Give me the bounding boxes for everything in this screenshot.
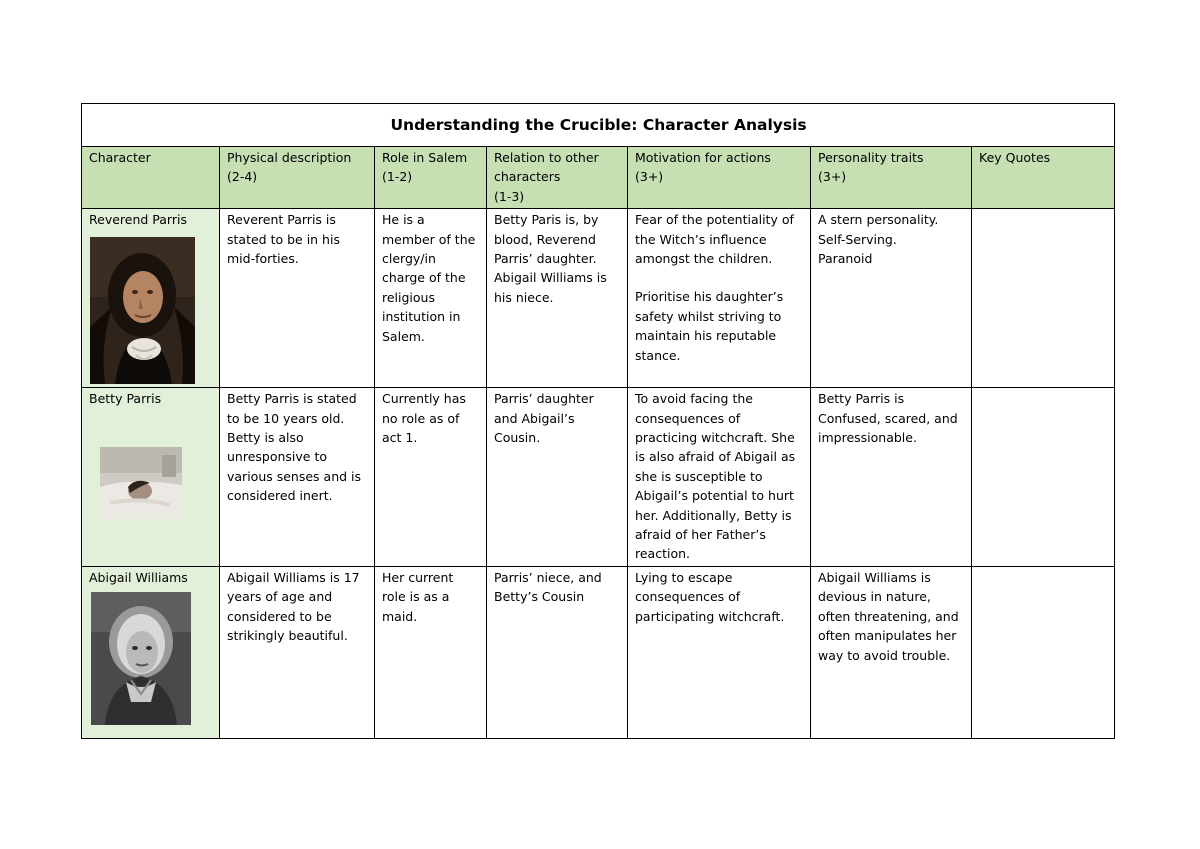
character-cell: [82, 209, 220, 388]
header-personality-traits: Personality traits (3+): [811, 147, 972, 209]
portrait-image: [100, 447, 182, 519]
personality-traits-cell: A stern personality. Self-Serving. Paranoid: [811, 209, 972, 388]
motivation-cell: Lying to escape consequences of participating witchcraft.: [628, 566, 811, 738]
relation-cell: Parris’ daughter and Abigail’s Cousin.: [487, 388, 628, 567]
header-physical-description: Physical description (2-4): [220, 147, 375, 209]
table-row: [82, 566, 1115, 738]
header-relation: Relation to other characters (1-3): [487, 147, 628, 209]
physical-description-cell: Abigail Williams is 17 years of age and considered to be strikingly beautiful.: [220, 566, 375, 738]
key-quotes-cell: [972, 388, 1115, 567]
portrait-image: [91, 592, 191, 725]
portrait-image: [90, 237, 195, 384]
header-motivation: Motivation for actions (3+): [628, 147, 811, 209]
role-cell: Currently has no role as of act 1.: [375, 388, 487, 567]
character-name: Reverend Parris: [89, 212, 187, 228]
character-analysis-table: [81, 103, 1115, 739]
personality-traits-cell: Abigail Williams is devious in nature, often threatening, and often manipulates her way to avoid trouble.: [811, 566, 972, 738]
header-row: [82, 147, 1115, 209]
abigail-williams-photo: [91, 592, 191, 725]
physical-description-cell: Betty Parris is stated to be 10 years old. Betty is also unresponsive to various senses and is considered inert.: [220, 388, 375, 567]
table-row: [82, 388, 1115, 567]
personality-traits-cell: Betty Parris is Confused, scared, and impressionable.: [811, 388, 972, 567]
betty-parris-photo: [100, 447, 182, 519]
character-cell: [82, 388, 220, 567]
motivation-cell: To avoid facing the consequences of practicing witchcraft. She is also afraid of Abigail as she is susceptible to Abigail’s potential to hurt her. Additionally, Betty is afraid of her Father’s reaction.: [628, 388, 811, 567]
key-quotes-cell: [972, 209, 1115, 388]
header-role-in-salem: Role in Salem (1-2): [375, 147, 487, 209]
role-cell: Her current role is as a maid.: [375, 566, 487, 738]
relation-cell: Parris’ niece, and Betty’s Cousin: [487, 566, 628, 738]
motivation-cell: Fear of the potentiality of the Witch’s influence amongst the children. Prioritise his daughter’s safety whilst striving to maintain his reputable stance.: [628, 209, 811, 388]
table-row: [82, 209, 1115, 388]
character-cell: [82, 566, 220, 738]
header-character: Character: [82, 147, 220, 209]
reverend-parris-portrait: [90, 237, 195, 384]
character-name: Abigail Williams: [89, 569, 188, 585]
role-cell: He is a member of the clergy/in charge of the religious institution in Salem.: [375, 209, 487, 388]
physical-description-cell: Reverent Parris is stated to be in his mid-forties.: [220, 209, 375, 388]
title-row: [82, 104, 1115, 147]
table-title: Understanding the Crucible: Character Analysis: [82, 104, 1115, 147]
character-name: Betty Parris: [89, 391, 162, 407]
relation-cell: Betty Paris is, by blood, Reverend Parris’ daughter. Abigail Williams is his niece.: [487, 209, 628, 388]
key-quotes-cell: [972, 566, 1115, 738]
header-key-quotes: Key Quotes: [972, 147, 1115, 209]
